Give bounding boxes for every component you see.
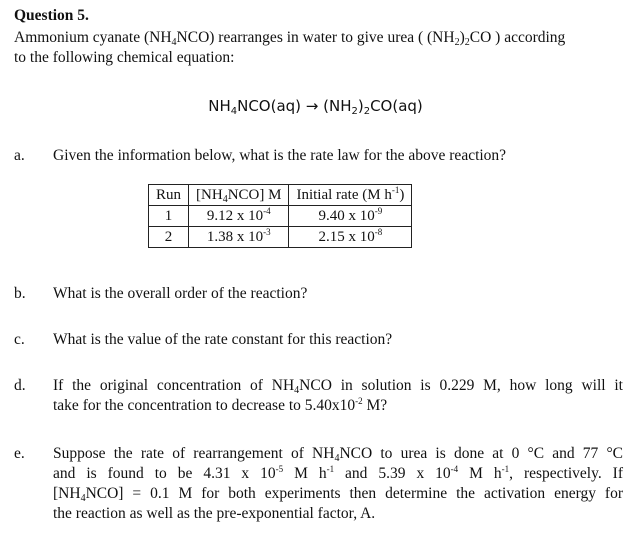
part-c-text: What is the value of the rate constant for this reaction? [53,331,393,348]
part-d-text [53,376,623,416]
intro-line-1: Ammonium cyanate $(NH_4NCO)$ rearranges in water to give urea ( $(NH_2)_2CO$ ) according [14,29,566,48]
part-e-text [53,444,623,524]
part-a-text: Given the information below, what is the rate law for the above reaction? [53,147,507,164]
part-e-line-2: and is found to be 4.31 x $10^{-5}$ M $h^{-1}$ and 5.39 x $10^{-4}$ M $h^{-1}$, respectively. If [53,464,623,482]
header-run: Run [149,185,189,206]
part-e-line-4: the reaction as well as the pre-exponential factor, A. [53,505,376,522]
part-e-letter: e. [14,445,25,462]
part-d-line-2: take for the concentration to decrease to $5.40x10^{-2}$ M? [53,396,388,414]
cell-concentration: 9.12 x $10^{-4}$ [189,206,289,227]
question-title: Question 5. [14,7,89,24]
part-b-letter: b. [14,285,26,302]
part-e-line-3: $[NH_4NCO] = 0.1$ M for both experiments then determine the activation energy for [53,485,623,504]
table-row [149,206,412,227]
intro-line-2: to the following chemical equation: [14,49,235,66]
part-d-line-1: If the original concentration of $NH_4NCO$ in solution is 0.229 M, how long will it [53,377,623,396]
rate-data-table [148,184,412,248]
part-c-letter: c. [14,331,25,348]
table-header-row [149,185,412,206]
chemical-equation: $NH_4NCO(aq) \to (NH_2)_2CO(aq)$ [208,97,423,117]
question-intro [14,28,624,68]
cell-concentration: 1.38 x $10^{-3}$ [189,227,289,248]
cell-run: 1 [149,206,189,227]
part-e-line-1: Suppose the rate of rearrangement of $NH_4NCO$ to urea is done at 0 °C and 77 °C [53,445,624,464]
table-row [149,227,412,248]
cell-rate: 9.40 x $10^{-9}$ [289,206,412,227]
part-d-letter: d. [14,377,26,394]
cell-rate: 2.15 x $10^{-8}$ [289,227,412,248]
part-a-letter: a. [14,147,25,164]
header-initial-rate: Initial rate (M $h^{-1}$) [289,185,412,206]
cell-run: 2 [149,227,189,248]
header-concentration: $[NH_4NCO]$ M [189,185,289,206]
part-b-text: What is the overall order of the reaction? [53,285,308,302]
